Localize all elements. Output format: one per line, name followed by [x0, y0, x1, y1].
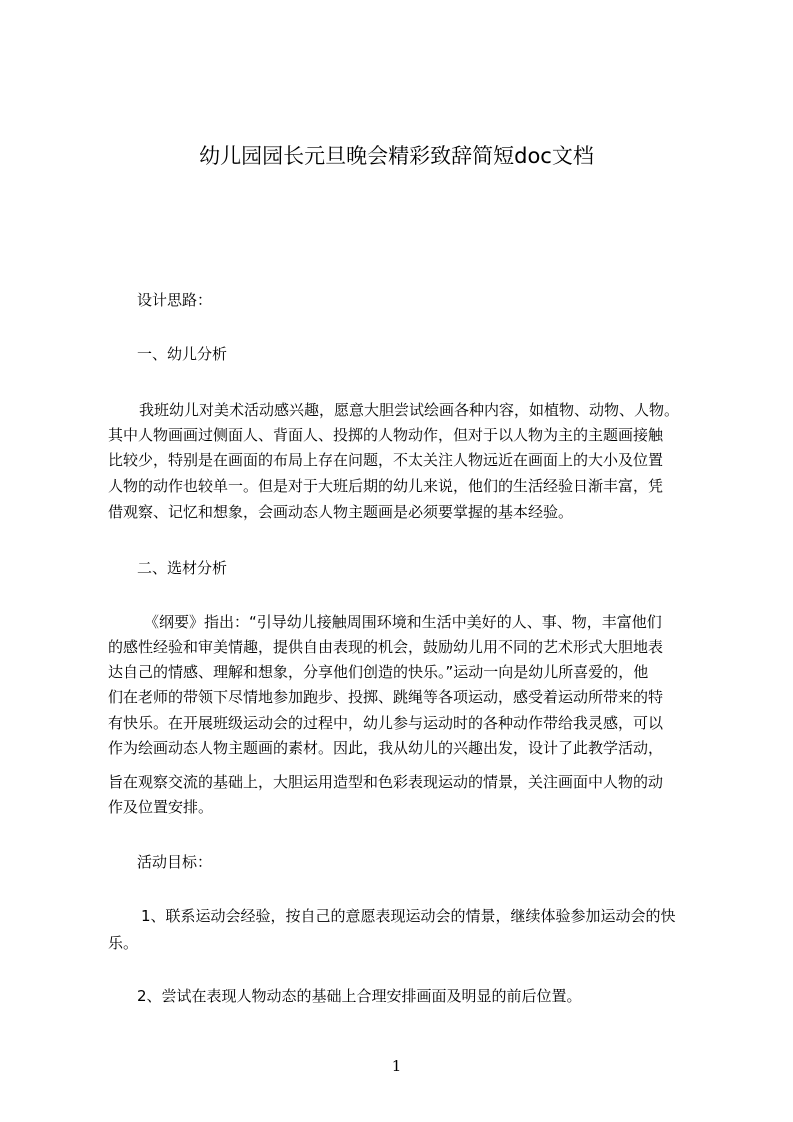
material-analysis-heading: 二、选材分析	[137, 559, 228, 577]
document-title: 幼儿园园长元旦晚会精彩致辞简短doc文档	[199, 144, 594, 168]
paragraph-line: 人物的动作也较单一。但是对于大班后期的幼儿来说，他们的生活经验日渐丰富，凭	[108, 477, 664, 495]
page-number: 1	[391, 1057, 402, 1075]
paragraph-line: 旨在观察交流的基础上，大胆运用造型和色彩表现运动的情景，关注画面中人物的动	[108, 773, 664, 791]
paragraph-line: 作为绘画动态人物主题画的素材。因此，我从幼儿的兴趣出发，设计了此教学活动，	[108, 739, 664, 757]
paragraph-line: 借观察、记忆和想象，会画动态人物主题画是必须要掌握的基本经验。	[108, 503, 574, 521]
goals-heading: 活动目标：	[137, 853, 213, 871]
paragraph-line: 作及位置安排。	[108, 798, 214, 816]
paragraph-line: 《纲要》指出：“引导幼儿接触周围环境和生活中美好的人、事、物，丰富他们	[144, 613, 662, 631]
paragraph-line: 比较少，特别是在画面的布局上存在问题，不太关注人物远近在画面上的大小及位置	[108, 451, 664, 469]
paragraph-line: 我班幼儿对美术活动感兴趣，愿意大胆尝试绘画各种内容，如植物、动物、人物。	[139, 401, 680, 419]
paragraph-line: 的感性经验和审美情趣，提供自由表现的机会，鼓励幼儿用不同的艺术形式大胆地表	[108, 638, 664, 656]
paragraph-line: 有快乐。在开展班级运动会的过程中，幼儿参与运动时的各种动作带给我灵感，可以	[108, 714, 664, 732]
goal-line: 1、联系运动会经验，按自己的意愿表现运动会的情景，继续体验参加运动会的快	[141, 907, 676, 925]
paragraph-line: 达自己的情感、理解和想象，分享他们创造的快乐。”运动一向是幼儿所喜爱的，他	[108, 663, 649, 681]
child-analysis-heading: 一、幼儿分析	[137, 345, 228, 363]
paragraph-line: 们在老师的带领下尽情地参加跑步、投掷、跳绳等各项运动，感受着运动所带来的特	[108, 688, 664, 706]
goal-line: 2、尝试在表现人物动态的基础上合理安排画面及明显的前后位置。	[137, 987, 582, 1005]
goal-line: 乐。	[108, 934, 139, 952]
paragraph-line: 其中人物画画过侧面人、背面人、投掷的人物动作，但对于以人物为主的主题画接触	[108, 426, 664, 444]
design-label: 设计思路：	[137, 291, 213, 309]
